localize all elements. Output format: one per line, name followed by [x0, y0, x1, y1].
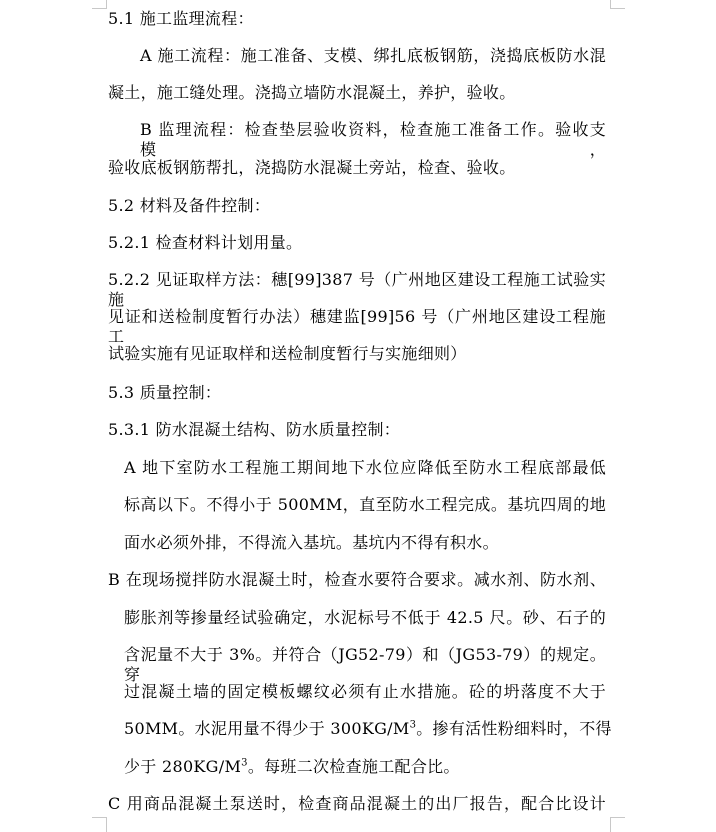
line-text: 少于 280KG/M	[124, 757, 242, 776]
paragraph-line: 含泥量不大于 3%。并符合（JG52-79）和（JG53-79）的规定。穿	[124, 645, 606, 684]
heading-5-3-1: 5.3.1 防水混凝土结构、防水质量控制：	[108, 420, 401, 439]
page-corner-mark-top-left	[92, 0, 107, 9]
paragraph-line: A 施工流程：施工准备、支模、绑扎底板钢筋，浇捣底板防水混	[140, 46, 606, 65]
heading-5-3: 5.3 质量控制：	[108, 383, 222, 402]
paragraph-line: B 在现场搅拌防水混凝土时，检查水要符合要求。减水剂、防水剂、	[108, 570, 606, 589]
paragraph-line: 面水必须外排，不得流入基坑。基坑内不得有积水。	[124, 533, 499, 552]
paragraph-line: 标高以下。不得小于 500MM，直至防水工程完成。基坑四周的地	[124, 495, 606, 514]
paragraph-line: 凝土，施工缝处理。浇捣立墙防水混凝土，养护，验收。	[108, 83, 516, 102]
paragraph-line: 试验实施有见证取样和送检制度暂行与实施细则）	[108, 344, 467, 363]
page-corner-mark-top-right	[610, 0, 625, 9]
paragraph-line: 验收底板钢筋帮扎，浇捣防水混凝土旁站，检查、验收。	[108, 158, 516, 177]
heading-5-2-1: 5.2.1 检查材料计划用量。	[108, 233, 303, 252]
superscript: 3	[409, 719, 417, 731]
heading-5-1: 5.1 施工监理流程：	[108, 9, 254, 28]
paragraph-line: 膨胀剂等掺量经试验确定，水泥标号不低于 42.5 尺。砂、石子的	[124, 608, 606, 627]
line-text-tail: 。每班二次检查施工配合比。	[247, 757, 460, 776]
superscript: 3	[241, 757, 248, 769]
paragraph-line: 过混凝土墙的固定模板螺纹必须有止水措施。砼的坍落度不大于	[124, 682, 606, 701]
page-corner-mark-bottom-left	[92, 817, 107, 832]
paragraph-line	[124, 757, 460, 777]
line-text-tail: 。掺有活性粉细料时，不得	[416, 719, 612, 738]
page-corner-mark-bottom-right	[610, 817, 625, 832]
paragraph-line: 见证和送检制度暂行办法）穗建监[99]56 号（广州地区建设工程施工	[108, 307, 606, 346]
paragraph-line: A 地下室防水工程施工期间地下水位应降低至防水工程底部最低	[124, 458, 606, 477]
paragraph-line: 5.2.2 见证取样方法：穗[99]387 号（广州地区建设工程施工试验实施	[108, 270, 606, 309]
line-text: 50MM。水泥用量不得少于 300KG/M	[124, 719, 410, 738]
paragraph-line: C 用商品混凝土泵送时，检查商品混凝土的出厂报告，配合比设计	[108, 794, 606, 813]
heading-5-2: 5.2 材料及备件控制：	[108, 196, 271, 215]
paragraph-line	[124, 719, 612, 739]
paragraph-line: B 监理流程：检查垫层验收资料，检查施工准备工作。验收支模，	[140, 120, 606, 159]
